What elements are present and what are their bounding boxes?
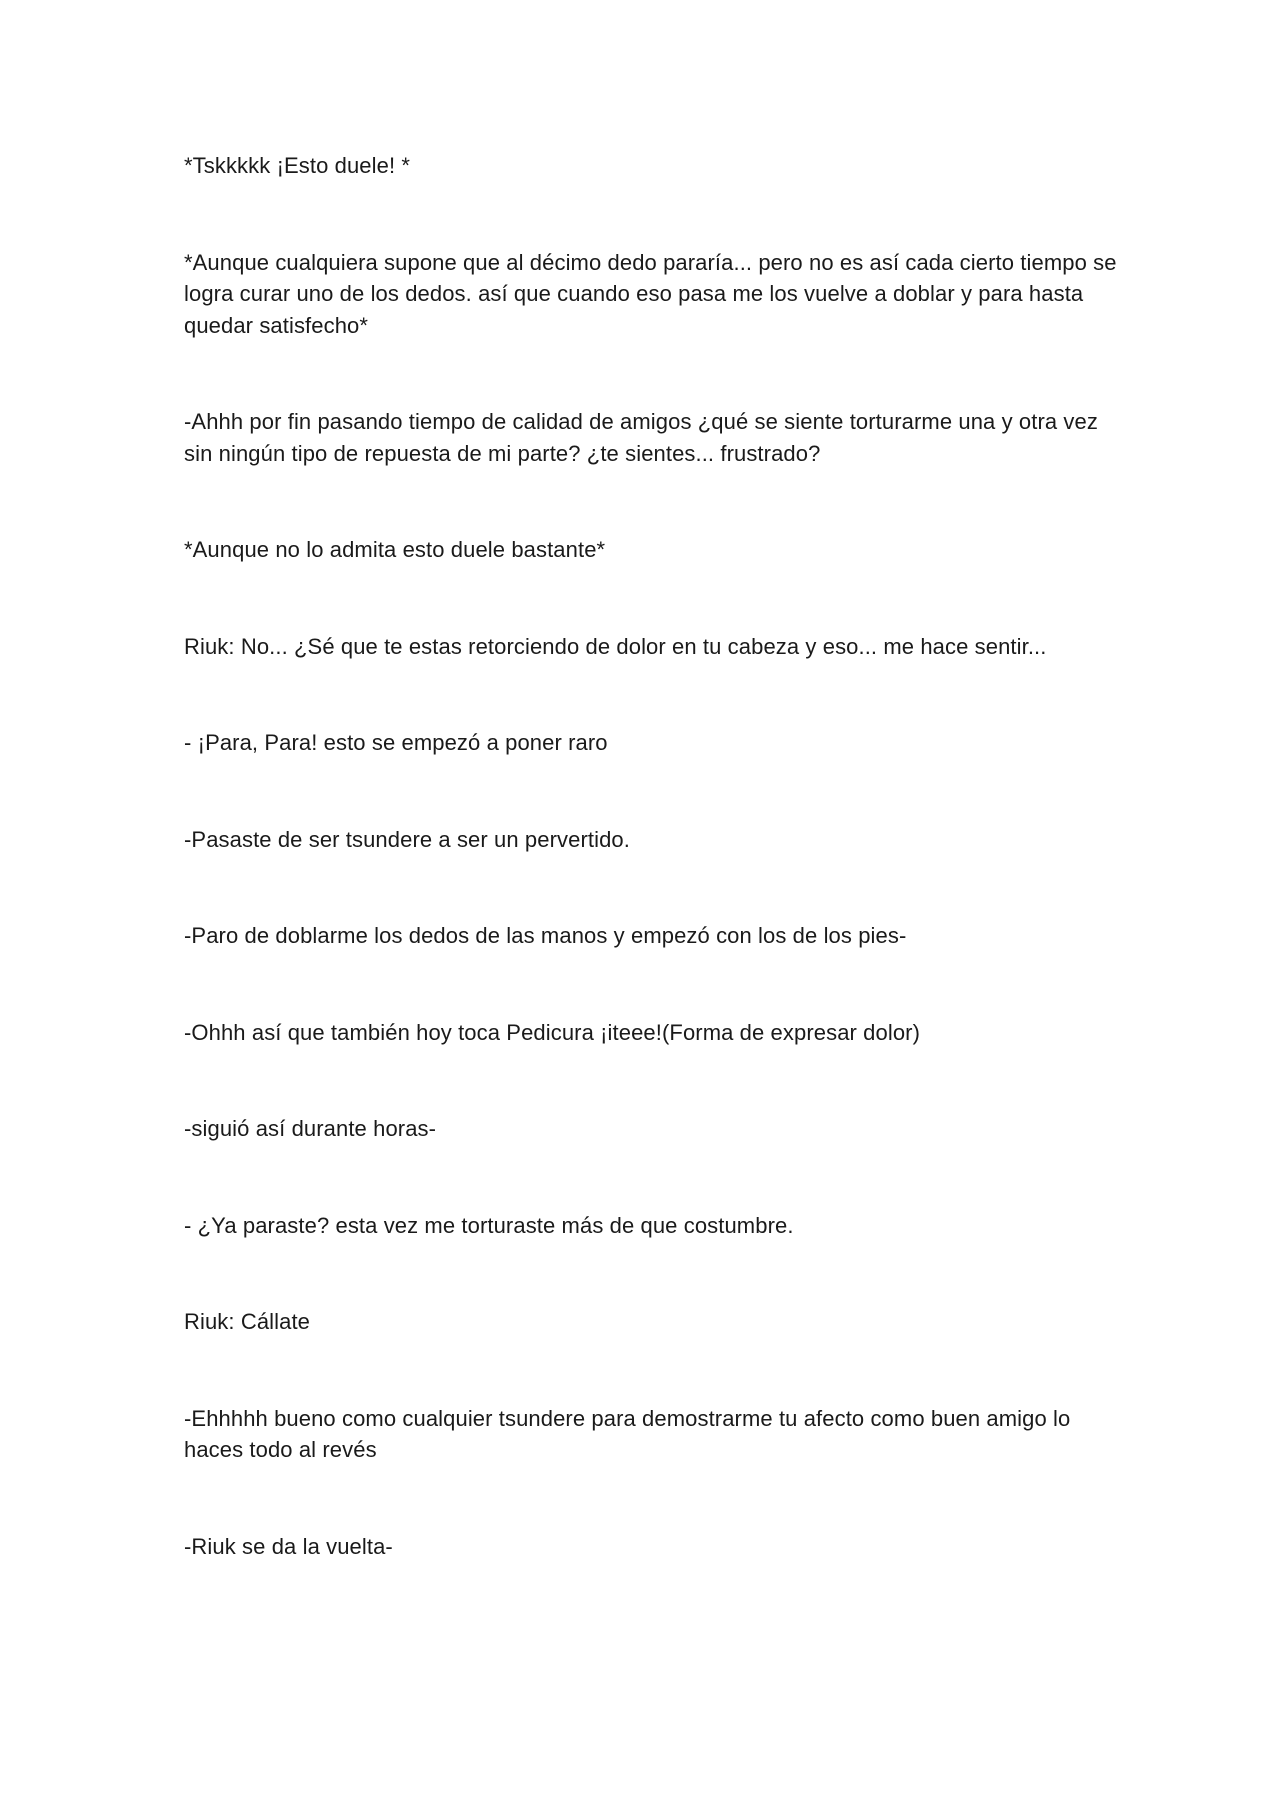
- paragraph: - ¡Para, Para! esto se empezó a poner raro: [184, 730, 608, 755]
- paragraph-gap: [184, 1145, 1124, 1210]
- paragraph-gap: [184, 1241, 1124, 1306]
- paragraph-gap: [184, 469, 1124, 534]
- paragraph-gap: [184, 566, 1124, 631]
- paragraph: -siguió así durante horas-: [184, 1116, 437, 1141]
- paragraph: Riuk: No... ¿Sé que te estas retorciendo de dolor en tu cabeza y eso... me hace sentir...: [184, 633, 1047, 659]
- paragraph: *Aunque no lo admita esto duele bastante*: [184, 537, 606, 562]
- paragraph: -Pasaste de ser tsundere a ser un pervertido.: [184, 826, 630, 852]
- paragraph-gap: [184, 952, 1124, 1017]
- paragraph: Riuk: Cállate: [184, 1309, 311, 1334]
- paragraph: *Aunque cualquiera supone que al décimo dedo pararía... pero no es así cada cierto tiempo se logra curar uno de los dedos. así que cuando eso pasa me los vuelve a doblar y para hasta quedar satisfecho*: [184, 249, 1117, 338]
- paragraph-gap: [184, 855, 1124, 920]
- paragraph: - ¿Ya paraste? esta vez me torturaste más de que costumbre.: [184, 1212, 794, 1238]
- paragraph: -Riuk se da la vuelta-: [184, 1533, 393, 1559]
- paragraph-gap: [184, 341, 1124, 406]
- paragraph: *Tskkkkk ¡Esto duele! *: [184, 153, 411, 178]
- paragraph-gap: [184, 1466, 1124, 1531]
- paragraph-gap: [184, 1048, 1124, 1113]
- paragraph: -Ehhhhh bueno como cualquier tsundere para demostrarme tu afecto como buen amigo lo haces todo al revés: [184, 1405, 1071, 1462]
- document-body: [184, 150, 1124, 1562]
- paragraph-gap: [184, 662, 1124, 727]
- paragraph-gap: [184, 1338, 1124, 1403]
- paragraph: -Ahhh por fin pasando tiempo de calidad de amigos ¿qué se siente torturarme una y otra vez sin ningún tipo de repuesta de mi parte? ¿te sientes... frustrado?: [184, 409, 1098, 466]
- paragraph-gap: [184, 759, 1124, 824]
- paragraph-gap: [184, 182, 1124, 247]
- paragraph: -Paro de doblarme los dedos de las manos y empezó con los de los pies-: [184, 923, 907, 948]
- paragraph: -Ohhh así que también hoy toca Pedicura ¡iteee!(Forma de expresar dolor): [184, 1019, 921, 1045]
